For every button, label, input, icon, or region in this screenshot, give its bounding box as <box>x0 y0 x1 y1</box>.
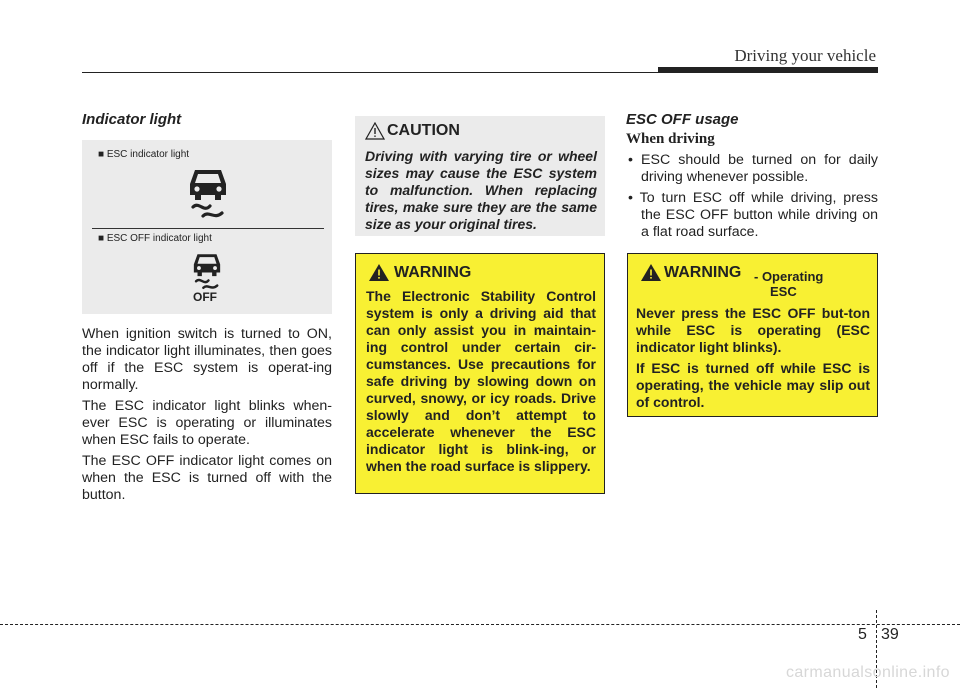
indicator-illustration-box <box>82 140 332 314</box>
warning-body <box>636 305 870 411</box>
esc-off-bullet-list <box>626 152 878 241</box>
esc-off-indicator-icon <box>190 252 224 290</box>
indicator-paragraph-1: When ignition switch is turned to ON, the indicator light illuminates, then goes off if the ESC system is operat-ing normally. <box>82 326 332 393</box>
list-item: • To turn ESC off while driving, press the ESC OFF button while driving on a flat road surface. <box>628 190 878 240</box>
warning-paragraph-1: Never press the ESC OFF but-ton while ESC is operating (ESC indicator light blinks). <box>636 305 870 355</box>
warning-box-operating-esc <box>627 253 878 417</box>
caution-title: CAUTION <box>387 122 460 139</box>
indicator-paragraph-2: The ESC indicator light blinks when-ever ESC is operating or illuminates when ESC fails to operate. <box>82 398 332 448</box>
watermark: carmanualsonline.info <box>785 664 950 681</box>
running-header: Driving your vehicle <box>734 46 876 65</box>
warning-triangle-icon <box>368 263 390 282</box>
header-rule <box>82 72 878 73</box>
warning-paragraph-2: If ESC is turned off while ESC is operating, the vehicle may slip out of control. <box>636 360 870 410</box>
esc-indicator-icon <box>186 167 230 219</box>
warning-subtitle-line1: - Operating <box>754 269 824 284</box>
indicator-paragraph-3: The ESC OFF indicator light comes on when the ESC is turned off with the button. <box>82 453 332 503</box>
indicator-light-heading: Indicator light <box>82 111 182 128</box>
warning-subtitle-line2: ESC <box>770 284 797 299</box>
caution-text: Driving with varying tire or wheel sizes may cause the ESC system to malfunction. When replacing tires, make sure they are the same size as your original tires. <box>365 148 597 232</box>
caution-triangle-icon <box>365 122 385 140</box>
chapter-number: 5 <box>858 626 867 643</box>
footer-rule <box>0 624 960 625</box>
warning-title: WARNING <box>394 264 472 281</box>
page-number: 39 <box>881 626 899 643</box>
indicator-divider <box>92 228 324 229</box>
when-driving-subheading: When driving <box>626 131 715 147</box>
warning-box-esc <box>355 253 605 494</box>
caution-box <box>355 116 605 236</box>
warning-title: WARNING <box>664 264 742 281</box>
esc-off-usage-heading: ESC OFF usage <box>626 111 739 128</box>
indicator-body <box>82 326 332 504</box>
list-item: • ESC should be turned on for daily driving whenever possible. <box>628 152 878 185</box>
warning-triangle-icon <box>640 263 662 282</box>
warning-text: The Electronic Stability Control system is only a driving aid that can only assist you in maintain-ing control under certain cir-cumstances. Use precautions for safe driving by slowing down on curved, snowy, or icy roads. Drive slowly and don’t attempt to accelerate whenever the ESC indicator light is blink-ing, or when the road surface is slippery. <box>366 288 596 474</box>
esc-indicator-label: ■ ESC indicator light <box>98 149 190 160</box>
esc-off-indicator-label: ■ ESC OFF indicator light <box>98 233 212 244</box>
off-text: OFF <box>193 290 217 304</box>
